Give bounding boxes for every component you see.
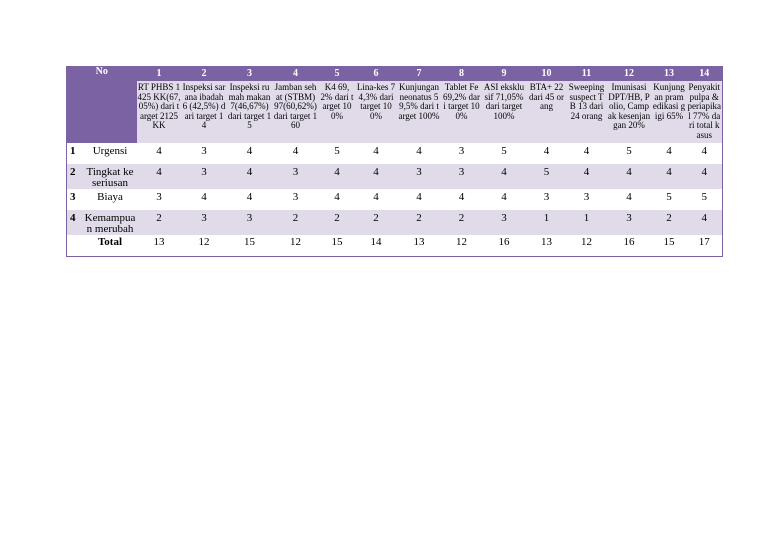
column-number-1: 1 (137, 66, 182, 81)
score-cell: 3 (397, 164, 442, 189)
score-cell: 3 (607, 210, 652, 235)
score-cell: 3 (567, 189, 607, 210)
total-value-cell: 15 (319, 235, 356, 257)
column-number-12: 12 (607, 66, 652, 81)
score-cell: 4 (687, 210, 723, 235)
total-value-cell: 12 (442, 235, 482, 257)
score-cell: 5 (482, 143, 527, 164)
total-value-cell: 15 (227, 235, 273, 257)
score-cell: 2 (652, 210, 687, 235)
score-cell: 4 (227, 189, 273, 210)
score-cell: 4 (397, 189, 442, 210)
score-cell: 4 (567, 143, 607, 164)
score-cell: 3 (482, 210, 527, 235)
criterion-row (67, 210, 723, 235)
score-cell: 4 (227, 164, 273, 189)
score-cell: 2 (442, 210, 482, 235)
total-no-cell (67, 235, 84, 257)
score-cell: 2 (397, 210, 442, 235)
column-number-11: 11 (567, 66, 607, 81)
score-cell: 4 (687, 143, 723, 164)
total-label: Total (84, 235, 137, 257)
score-cell: 3 (273, 189, 319, 210)
row-number: 1 (67, 143, 84, 164)
score-cell: 3 (227, 210, 273, 235)
total-value-cell: 12 (567, 235, 607, 257)
score-cell: 3 (182, 164, 227, 189)
row-number: 2 (67, 164, 84, 189)
score-cell: 4 (652, 143, 687, 164)
score-cell: 4 (482, 189, 527, 210)
column-number-header-row (67, 66, 723, 81)
problem-description-5: K4 69,2% dari target 100% (319, 81, 356, 143)
total-value-cell: 13 (137, 235, 182, 257)
problem-description-2: Inspeksi sarana ibadah 6 (42,5%) dari target 14 (182, 81, 227, 143)
column-number-7: 7 (397, 66, 442, 81)
problem-description-6: Lina-kes 74,3% dari target 100% (356, 81, 397, 143)
score-cell: 5 (687, 189, 723, 210)
score-cell: 4 (227, 143, 273, 164)
score-cell: 3 (137, 189, 182, 210)
criterion-row (67, 164, 723, 189)
column-number-6: 6 (356, 66, 397, 81)
score-cell: 1 (567, 210, 607, 235)
problem-description-11: Sweeping suspect TB 13 dari 24 orang (567, 81, 607, 143)
criterion-row (67, 189, 723, 210)
criterion-label: Biaya (84, 189, 137, 210)
row-number: 4 (67, 210, 84, 235)
problem-description-8: Tablet Fe 69,2% dari target 100% (442, 81, 482, 143)
score-cell: 4 (607, 189, 652, 210)
score-cell: 4 (356, 189, 397, 210)
total-value-cell: 15 (652, 235, 687, 257)
score-cell: 3 (442, 143, 482, 164)
row-number: 3 (67, 189, 84, 210)
problem-description-4: Jamban sehat (STBM) 97(60,62%) dari target 160 (273, 81, 319, 143)
score-cell: 3 (442, 164, 482, 189)
score-cell: 4 (356, 143, 397, 164)
column-number-9: 9 (482, 66, 527, 81)
total-value-cell: 12 (273, 235, 319, 257)
score-cell: 4 (319, 164, 356, 189)
score-cell: 2 (356, 210, 397, 235)
score-cell: 4 (687, 164, 723, 189)
priority-matrix-table (66, 66, 723, 257)
score-cell: 4 (652, 164, 687, 189)
score-cell: 5 (652, 189, 687, 210)
score-cell: 5 (527, 164, 567, 189)
total-value-cell: 14 (356, 235, 397, 257)
score-cell: 4 (482, 164, 527, 189)
criteria-rows (67, 143, 723, 235)
problem-description-13: Kunjungan pramedikasi gigi 65% (652, 81, 687, 143)
score-cell: 2 (137, 210, 182, 235)
column-number-8: 8 (442, 66, 482, 81)
criterion-label: Urgensi (84, 143, 137, 164)
score-cell: 3 (273, 164, 319, 189)
total-value-cell: 16 (607, 235, 652, 257)
column-number-2: 2 (182, 66, 227, 81)
problem-description-row (67, 81, 723, 143)
score-cell: 4 (397, 143, 442, 164)
score-cell: 1 (527, 210, 567, 235)
criterion-label: Kemampuan merubah (84, 211, 136, 235)
problem-description-1: RT PHBS 1425 KK(67,05%) dari target 2125 KK (137, 81, 182, 143)
score-cell: 3 (182, 143, 227, 164)
score-cell: 5 (607, 143, 652, 164)
score-cell: 4 (137, 164, 182, 189)
score-cell: 4 (182, 189, 227, 210)
score-cell: 2 (273, 210, 319, 235)
score-cell: 3 (182, 210, 227, 235)
score-cell: 4 (442, 189, 482, 210)
no-column-header: No (67, 66, 137, 143)
score-cell: 2 (319, 210, 356, 235)
problem-description-7: Kunjungan neonatus 59,5% dari target 100% (397, 81, 442, 143)
score-cell: 4 (527, 143, 567, 164)
score-cell: 3 (527, 189, 567, 210)
total-value-cell: 16 (482, 235, 527, 257)
total-value-cell: 12 (182, 235, 227, 257)
problem-description-3: Inspeksi rumah makan 7(46,67%) dari target 15 (227, 81, 273, 143)
problem-description-14: Penyakit pulpa &periapikal 77% dari total kasus (687, 81, 723, 143)
column-number-14: 14 (687, 66, 723, 81)
score-cell: 5 (319, 143, 356, 164)
column-number-10: 10 (527, 66, 567, 81)
total-value-cell: 13 (397, 235, 442, 257)
score-cell: 4 (319, 189, 356, 210)
column-number-5: 5 (319, 66, 356, 81)
score-cell: 4 (356, 164, 397, 189)
score-cell: 4 (567, 164, 607, 189)
total-row (67, 235, 723, 257)
total-value-cell: 13 (527, 235, 567, 257)
total-value-cell: 17 (687, 235, 723, 257)
problem-description-9: ASI eksklusif 71,05% dari target 100% (482, 81, 527, 143)
column-number-3: 3 (227, 66, 273, 81)
problem-description-10: BTA+ 22 dari 45 orang (527, 81, 567, 143)
score-cell: 4 (607, 164, 652, 189)
score-cell: 4 (273, 143, 319, 164)
column-number-13: 13 (652, 66, 687, 81)
column-number-4: 4 (273, 66, 319, 81)
problem-description-12: Imunisasi DPT/HB, Polio, Campak kesenjangan 20% (607, 81, 652, 143)
score-cell: 4 (137, 143, 182, 164)
criterion-label: Tingkat keseriusan (84, 164, 137, 189)
criterion-row (67, 143, 723, 164)
